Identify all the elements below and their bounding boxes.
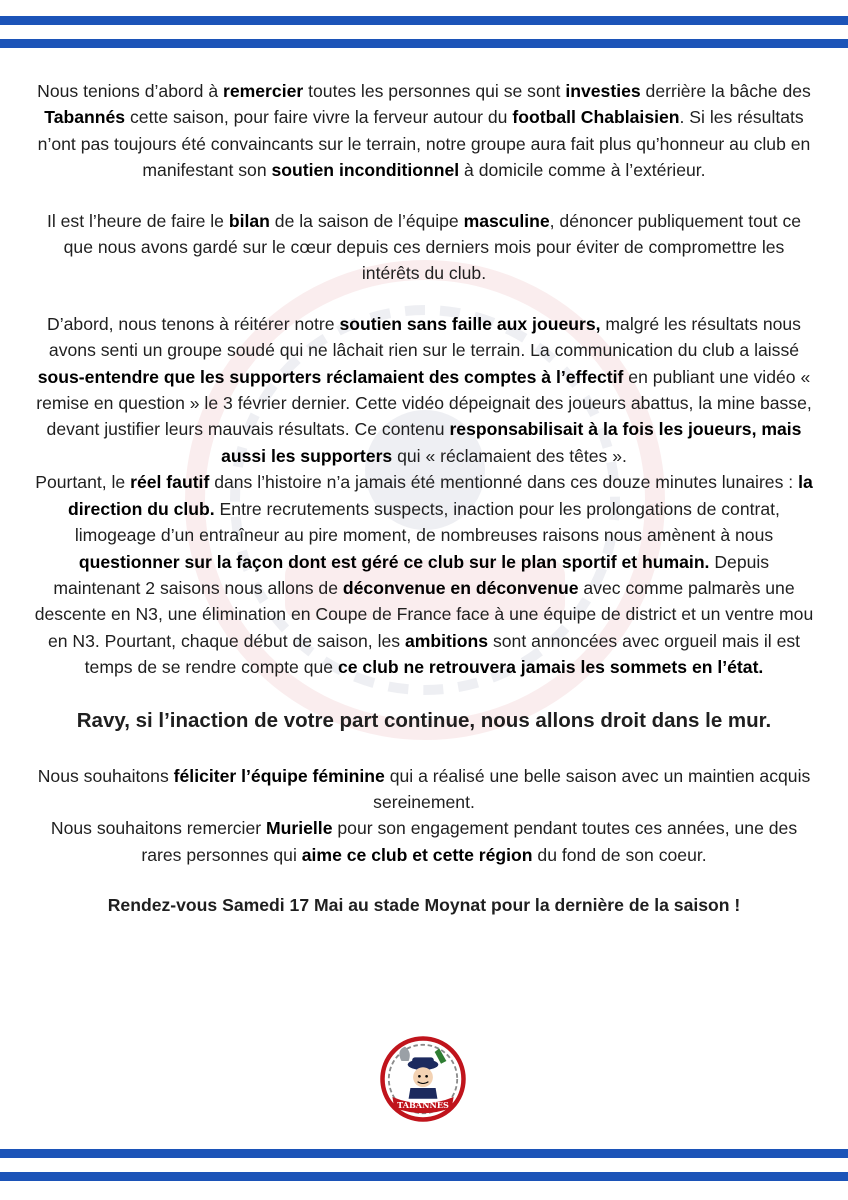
bilan-paragraph: Il est l’heure de faire le bilan de la saison de l’équipe masculine, dénoncer publiquement tout ce que nous avons gardé sur le cœur depuis ces derniers mois pour éviter de compromettre les intérêts du club. xyxy=(46,210,802,284)
murielle-paragraph: Nous souhaitons remercier Murielle pour son engagement pendant toutes ces années, une des rares personnes qui aime ce club et cette région du fond de son coeur. xyxy=(50,818,798,865)
intro-paragraph: Nous tenions d’abord à remercier toutes les personnes qui se sont investies derrière la bâche des Tabannés cette saison, pour faire vivre la ferveur autour du football Chablaisien. Si les résultats n’ont pas toujours été convaincants sur le terrain, notre groupe aura fait plus qu’honneur au club en manifestant son soutien inconditionnel à domicile comme à l’extérieur. xyxy=(37,81,811,181)
players-support-paragraph: D’abord, nous tenons à réitérer notre soutien sans faille aux joueurs, malgré les résultats nous avons senti un groupe soudé qui ne lâchait rien sur le terrain. La communication du club a laissé sous-entendre que les supporters réclamaient des comptes à l’effectif en publiant une vidéo « remise en question » le 3 février dernier. Cette vidéo dépeignait des joueurs abattus, la mine basse, devant justifier leurs mauvais résultats. Ce contenu responsabilisait à la fois les joueurs, mais aussi les supporters qui « réclamaient des têtes ». xyxy=(36,313,812,466)
top-stripe-1 xyxy=(0,16,848,25)
svg-text:TABANNES: TABANNES xyxy=(397,1099,449,1110)
women-team-paragraph: Nous souhaitons féliciter l’équipe féminine qui a réalisé une belle saison avec un maintien acquis sereinement. xyxy=(37,765,811,812)
bottom-stripe-2 xyxy=(0,1172,848,1181)
top-stripe-2 xyxy=(0,39,848,48)
tabannes-logo-icon xyxy=(378,1034,468,1124)
closing-announcement: Rendez-vous Samedi 17 Mai au stade Moynat pour la dernière de la saison ! xyxy=(107,895,741,916)
direction-critique-paragraph: Pourtant, le réel fautif dans l’histoire n’a jamais été mentionné dans ces douze minutes lunaires : la direction du club. Entre recrutements suspects, inaction pour les prolongations de contrat, limogeage d’un entraîneur au pire moment, de nombreuses raisons nous amènent à nous questionner sur la façon dont est géré ce club sur le plan sportif et humain. Depuis maintenant 2 saisons nous allons de déconvenue en déconvenue avec comme palmarès une descente en N3, une élimination en Coupe de France face à une équipe de district et un ventre mou en N3. Pourtant, chaque début de saison, les ambitions sont annoncées avec orgueil mais il est temps de se rendre compte que ce club ne retrouvera jamais les sommets en l’état. xyxy=(34,472,814,678)
headline-statement: Ravy, si l’inaction de votre part continue, nous allons droit dans le mur. xyxy=(76,708,772,732)
bottom-stripe-1 xyxy=(0,1149,848,1158)
